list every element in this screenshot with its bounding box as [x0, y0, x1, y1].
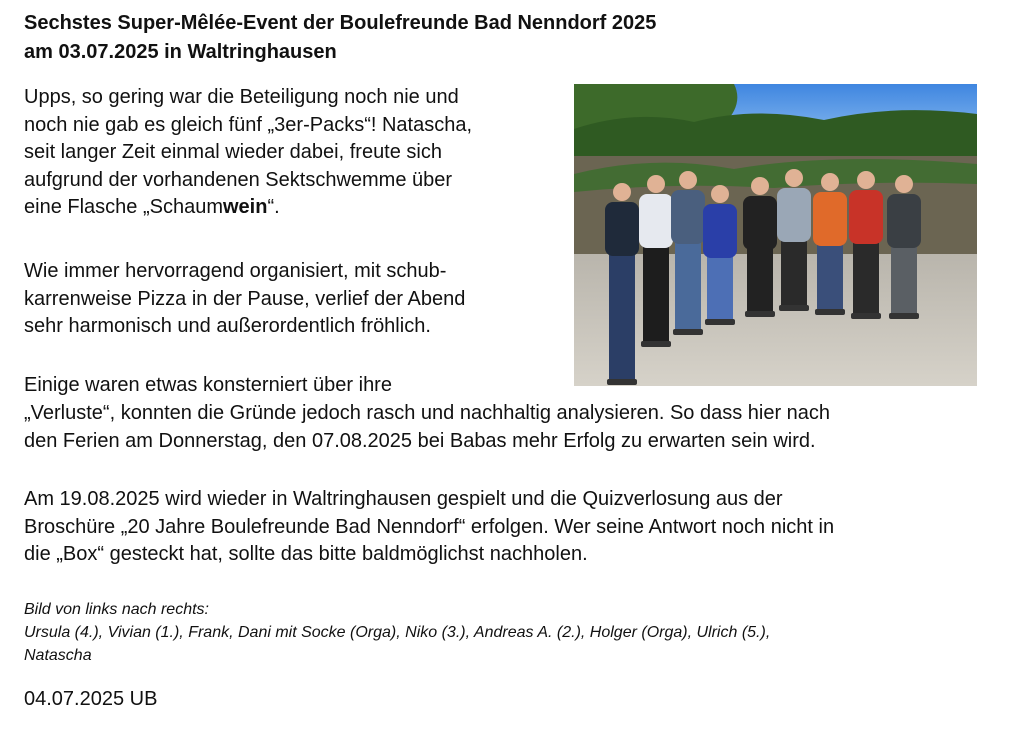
text-line: Am 19.08.2025 wird wieder in Waltringhausen gespielt und die Quizverlosung aus der [24, 488, 783, 510]
text-line: Wie immer hervorragend organisiert, mit schub- [24, 260, 447, 282]
text-line: sehr harmonisch und außerordentlich fröhlich. [24, 315, 431, 337]
group-photo [574, 84, 977, 386]
text-line: Broschüre „20 Jahre Boulefreunde Bad Nenndorf“ erfolgen. Wer seine Antwort noch nicht in [24, 515, 835, 538]
caption-heading: Bild von links nach rechts: [24, 601, 209, 618]
text-line: Upps, so gering war die Beteiligung noch nie und [24, 86, 459, 108]
paragraph-4 [24, 486, 1004, 569]
paragraph-1 [24, 84, 554, 222]
group-photo-illustration [574, 84, 977, 386]
person-figure [813, 173, 847, 315]
paragraph-3-start [24, 372, 554, 400]
text-line: noch nie gab es gleich fünf „3er-Packs“! Natascha, [24, 113, 473, 136]
text-line: den Ferien am Donnerstag, den 07.08.2025 bei Babas mehr Erfolg zu erwarten sein wird. [24, 429, 816, 452]
title-line-1: Sechstes Super-Mêlée-Event der Boulefreunde Bad Nenndorf 2025 [24, 12, 657, 34]
text-line: Einige waren etwas konsterniert über ihre [24, 374, 392, 396]
text-line: aufgrund der vorhandenen Sektschwemme über [24, 168, 453, 191]
photo-caption [24, 598, 984, 667]
person-figure [671, 171, 705, 335]
paragraph-2 [24, 258, 554, 341]
caption-names-cont: Natascha [24, 647, 92, 664]
person-figure [605, 183, 639, 385]
text-line: „Verluste“, konnten die Gründe jedoch rasch und nachhaltig analysieren. So dass hier nach [24, 402, 831, 424]
person-figure [849, 171, 883, 319]
person-figure [777, 169, 811, 311]
text-line: seit langer Zeit einmal wieder dabei, freute sich [24, 141, 442, 163]
text-fragment: eine Flasche „Schaum [24, 196, 223, 218]
text-line: karrenweise Pizza in der Pause, verlief der Abend [24, 287, 466, 310]
page-title [24, 9, 656, 67]
text-line [24, 194, 554, 222]
person-figure [887, 175, 921, 319]
paragraph-3 [24, 400, 1004, 455]
caption-names: Ursula (4.), Vivian (1.), Frank, Dani mit Socke (Orga), Niko (3.), Andreas A. (2.), Holger (Orga), Ulrich (5.), [24, 624, 771, 641]
bold-word: wein [222, 196, 268, 218]
text-line: die „Box“ gesteckt hat, sollte das bitte baldmöglichst nachholen. [24, 543, 588, 565]
person-figure [703, 185, 737, 325]
person-figure [743, 177, 777, 317]
signature: 04.07.2025 UB [24, 688, 158, 710]
text-fragment: “. [267, 196, 280, 218]
title-line-2: am 03.07.2025 in Waltringhausen [24, 41, 337, 63]
person-figure [639, 175, 673, 347]
